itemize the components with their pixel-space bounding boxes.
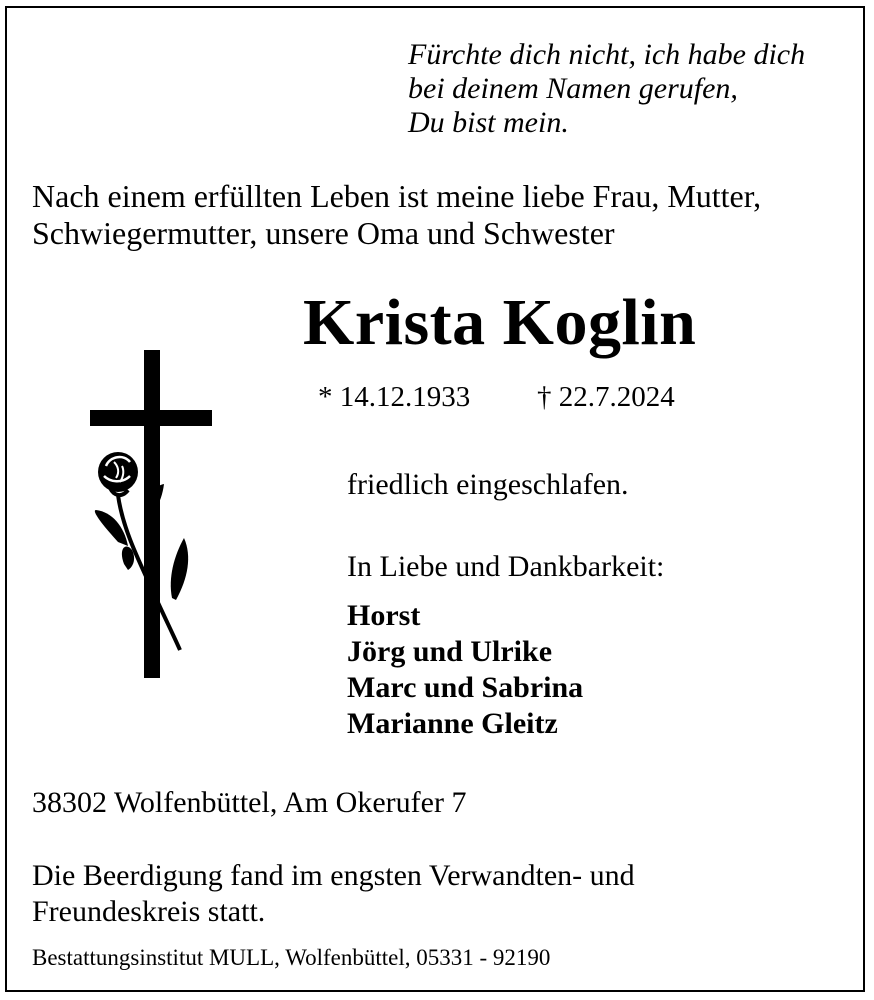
funeral-line: Freundeskreis statt. — [32, 895, 266, 928]
verse-line: Fürchte dich nicht, ich habe dich — [408, 38, 806, 71]
undertaker-info: Bestattungsinstitut MULL, Wolfenbüttel, 05331 - 92190 — [32, 945, 551, 970]
funeral-note — [32, 858, 635, 930]
cross-with-rose-icon — [88, 350, 218, 680]
verse-line: bei deinem Namen gerufen, — [408, 72, 738, 105]
death-date: † 22.7.2024 — [537, 381, 675, 413]
deceased-name: Krista Koglin — [303, 286, 697, 359]
intro-text — [32, 178, 761, 252]
survivor-name: Horst — [347, 599, 421, 632]
verse-line: Du bist mein. — [408, 106, 569, 139]
address: 38302 Wolfenbüttel, Am Okerufer 7 — [32, 786, 467, 819]
passing-text: friedlich eingeschlafen. — [347, 468, 629, 501]
bible-verse — [408, 38, 805, 140]
survivor-name: Marianne Gleitz — [347, 707, 558, 740]
funeral-line: Die Beerdigung fand im engsten Verwandten- und — [32, 859, 635, 892]
birth-date: * 14.12.1933 — [318, 381, 471, 413]
intro-line: Nach einem erfüllten Leben ist meine liebe Frau, Mutter, — [32, 178, 762, 214]
survivor-name: Jörg und Ulrike — [347, 635, 553, 668]
survivor-name: Marc und Sabrina — [347, 671, 584, 704]
survivors-list — [347, 598, 583, 742]
intro-line: Schwiegermutter, unsere Oma und Schwester — [32, 215, 615, 251]
thanks-text: In Liebe und Dankbarkeit: — [347, 550, 665, 583]
